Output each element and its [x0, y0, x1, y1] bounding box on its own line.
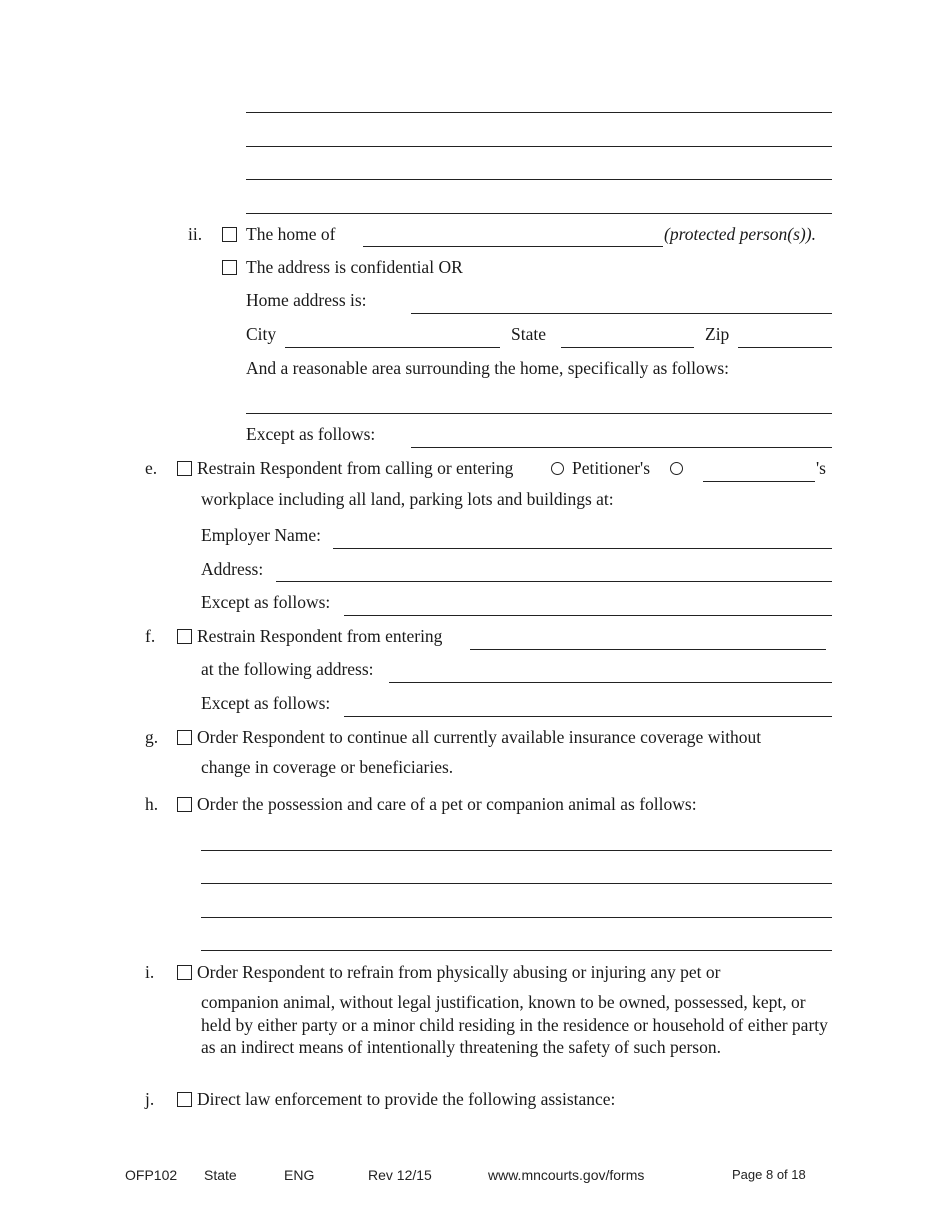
footer-language: ENG — [284, 1167, 315, 1183]
state-field[interactable] — [561, 347, 694, 348]
petitioner-radio[interactable] — [551, 462, 564, 475]
restrain-entering-checkbox[interactable] — [177, 629, 192, 644]
home-address-label: Home address is: — [246, 290, 367, 310]
restrain-entering-field[interactable] — [470, 649, 826, 650]
entering-except-field[interactable] — [344, 716, 832, 717]
law-enforcement-checkbox[interactable] — [177, 1092, 192, 1107]
pet-line-4[interactable] — [201, 950, 832, 951]
other-person-field[interactable] — [703, 481, 815, 482]
possessive-label: 's — [816, 458, 826, 478]
footer-page: Page 8 of 18 — [732, 1167, 806, 1182]
zip-field[interactable] — [738, 347, 832, 348]
insurance-checkbox[interactable] — [177, 730, 192, 745]
other-person-radio[interactable] — [670, 462, 683, 475]
footer-url[interactable]: www.mncourts.gov/forms — [488, 1167, 645, 1183]
item-ii-marker: ii. — [188, 224, 203, 244]
workplace-label: workplace including all land, parking lots and buildings at: — [201, 489, 614, 509]
home-except-field[interactable] — [411, 447, 832, 448]
petitioner-label: Petitioner's — [572, 458, 651, 478]
reasonable-area-field[interactable] — [246, 413, 832, 414]
workplace-except-label: Except as follows: — [201, 592, 331, 612]
answer-line-1[interactable] — [246, 112, 832, 113]
entering-except-label: Except as follows: — [201, 693, 331, 713]
restrain-entering-label: Restrain Respondent from entering — [197, 626, 443, 646]
item-j-marker: j. — [145, 1089, 155, 1109]
law-enforcement-label: Direct law enforcement to provide the following assistance: — [197, 1089, 616, 1109]
pet-abuse-checkbox[interactable] — [177, 965, 192, 980]
item-g-marker: g. — [145, 727, 159, 747]
protected-persons-label: (protected person(s)). — [664, 224, 816, 244]
state-label: State — [511, 324, 546, 344]
workplace-except-field[interactable] — [344, 615, 832, 616]
item-e-marker: e. — [145, 458, 158, 478]
item-f-marker: f. — [145, 626, 156, 646]
employer-address-field[interactable] — [276, 581, 832, 582]
home-of-checkbox[interactable] — [222, 227, 237, 242]
employer-name-label: Employer Name: — [201, 525, 322, 545]
pet-possession-checkbox[interactable] — [177, 797, 192, 812]
address-confidential-label: The address is confidential OR — [246, 257, 463, 277]
pet-line-3[interactable] — [201, 917, 832, 918]
home-address-field[interactable] — [411, 313, 832, 314]
footer-revision: Rev 12/15 — [368, 1167, 432, 1183]
restrain-workplace-label: Restrain Respondent from calling or entering — [197, 458, 514, 478]
home-except-label: Except as follows: — [246, 424, 376, 444]
following-address-label: at the following address: — [201, 659, 374, 679]
following-address-field[interactable] — [389, 682, 832, 683]
answer-line-2[interactable] — [246, 146, 832, 147]
zip-label: Zip — [705, 324, 730, 344]
pet-abuse-continuation: companion animal, without legal justification, known to be owned, possessed, kept, or held by either party or a minor child residing in the residence or household of either party as an indirect means of intentionally threatening the safety of such person. — [201, 992, 828, 1057]
insurance-label: Order Respondent to continue all currently available insurance coverage without — [197, 727, 762, 747]
insurance-continuation: change in coverage or beneficiaries. — [201, 757, 454, 777]
protected-person-field[interactable] — [363, 246, 663, 247]
footer-form-id: OFP102 — [125, 1167, 178, 1183]
city-field[interactable] — [285, 347, 500, 348]
answer-line-3[interactable] — [246, 179, 832, 180]
pet-abuse-label: Order Respondent to refrain from physically abusing or injuring any pet or — [197, 962, 721, 982]
city-label: City — [246, 324, 277, 344]
home-of-label: The home of — [246, 224, 336, 244]
employer-address-label: Address: — [201, 559, 264, 579]
pet-line-1[interactable] — [201, 850, 832, 851]
item-i-marker: i. — [145, 962, 155, 982]
answer-line-4[interactable] — [246, 213, 832, 214]
address-confidential-checkbox[interactable] — [222, 260, 237, 275]
pet-line-2[interactable] — [201, 883, 832, 884]
item-h-marker: h. — [145, 794, 159, 814]
reasonable-area-label: And a reasonable area surrounding the home, specifically as follows: — [246, 358, 730, 378]
pet-possession-label: Order the possession and care of a pet or companion animal as follows: — [197, 794, 697, 814]
restrain-workplace-checkbox[interactable] — [177, 461, 192, 476]
footer-state: State — [204, 1167, 237, 1183]
employer-name-field[interactable] — [333, 548, 832, 549]
